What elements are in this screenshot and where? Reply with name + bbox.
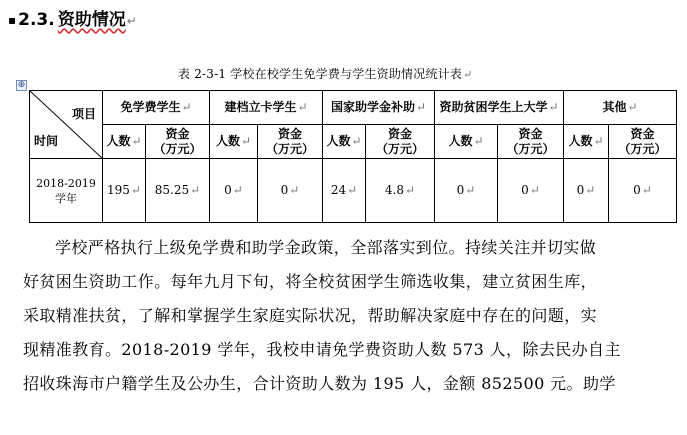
subheader-amount: 资金 （万元） <box>498 125 564 159</box>
paragraph-mark-icon: ↵ <box>627 100 638 114</box>
paragraph-mark-icon: ↵ <box>473 134 484 148</box>
section-title[interactable]: 资助情况 <box>57 10 126 30</box>
table-move-handle-icon[interactable]: ⊕ <box>17 80 26 90</box>
paragraph-mark-icon: ↵ <box>190 183 201 197</box>
paragraph-mark-icon: ↵ <box>529 183 540 197</box>
header-registered-poor: 建档立卡学生↵ <box>210 91 323 125</box>
paragraph-line: 招收珠海市户籍学生及公办生，合计资助人数为 195 人，金额 852500 元。助学 <box>23 374 616 393</box>
assistance-stats-table <box>29 90 677 223</box>
header-other: 其他↵ <box>564 91 677 125</box>
heading-bullet: ▪ <box>8 13 17 27</box>
paragraph-mark-icon: ↵ <box>463 68 473 81</box>
table-caption <box>178 66 472 83</box>
cell-national-grant-count: 24↵ <box>323 159 366 223</box>
table-corner-cell <box>30 91 103 159</box>
paragraph-line: 学校严格执行上级免学费和助学金政策，全部落实到位。持续关注并切实做 <box>55 238 597 257</box>
cell-national-grant-amount: 4.8↵ <box>366 159 435 223</box>
cell-other-amount: 0↵ <box>609 159 677 223</box>
cell-college-aid-amount: 0↵ <box>498 159 564 223</box>
paragraph-mark-icon: ↵ <box>181 100 192 114</box>
cell-other-count: 0↵ <box>564 159 609 223</box>
corner-label-item: 项目 <box>71 107 96 121</box>
paragraph-mark-icon: ↵ <box>465 183 476 197</box>
cell-tuition-free-count: 195↵ <box>103 159 146 223</box>
paragraph-mark-icon: ↵ <box>240 134 252 148</box>
subheader-amount: 资金 （万元） <box>258 125 323 159</box>
paragraph-mark-icon: ↵ <box>130 183 141 197</box>
cell-registered-poor-amount: 0↵ <box>258 159 323 223</box>
paragraph-mark-icon: ↵ <box>415 100 427 114</box>
header-tuition-free: 免学费学生↵ <box>103 91 210 125</box>
paragraph-mark-icon: ↵ <box>289 183 300 197</box>
section-number: 2.3. <box>18 10 55 30</box>
header-college-aid: 资助贫困学生上大学↵ <box>435 91 564 125</box>
paragraph-line: 现精准教育。2018-2019 学年，我校申请免学费资助人数 573 人，除去民办自主 <box>23 340 621 359</box>
subheader-amount: 资金 （万元） <box>609 125 677 159</box>
paragraph-mark-icon: ↵ <box>131 134 142 148</box>
cell-tuition-free-amount: 85.25↵ <box>146 159 210 223</box>
cell-registered-poor-count: 0↵ <box>210 159 258 223</box>
table-row <box>30 159 677 223</box>
paragraph-mark-icon: ↵ <box>232 183 243 197</box>
subheader-count: 人数↵ <box>564 125 609 159</box>
paragraph-mark-icon: ↵ <box>548 100 559 114</box>
paragraph-mark-icon: ↵ <box>405 183 416 197</box>
table-caption-text: 表 2-3-1 学校在校学生免学费与学生资助情况统计表 <box>178 67 463 81</box>
paragraph-mark-icon: ↵ <box>126 14 137 28</box>
subheader-amount: 资金 （万元） <box>366 125 435 159</box>
section-heading <box>8 8 137 33</box>
paragraph-mark-icon: ↵ <box>593 134 604 148</box>
subheader-count: 人数↵ <box>210 125 258 159</box>
paragraph-mark-icon: ↵ <box>641 183 652 197</box>
subheader-count: 人数↵ <box>435 125 498 159</box>
paragraph-mark-icon: ↵ <box>297 100 308 114</box>
subheader-amount: 资金 （万元） <box>146 125 210 159</box>
corner-label-time: 时间 <box>34 134 59 148</box>
subheader-count: 人数↵ <box>323 125 366 159</box>
paragraph-mark-icon: ↵ <box>585 183 596 197</box>
header-national-grant: 国家助学金补助↵ <box>323 91 435 125</box>
paragraph-line: 好贫困生资助工作。每年九月下旬，将全校贫困学生筛选收集，建立贫困生库， <box>23 272 598 291</box>
subheader-count: 人数↵ <box>103 125 146 159</box>
paragraph-mark-icon: ↵ <box>347 183 358 197</box>
cell-college-aid-count: 0↵ <box>435 159 498 223</box>
paragraph-mark-icon: ↵ <box>351 134 362 148</box>
row-period: 2018-2019 学年 <box>30 159 103 223</box>
paragraph-line: 采取精准扶贫，了解和掌握学生家庭实际状况，帮助解决家庭中存在的问题，实 <box>23 306 598 325</box>
